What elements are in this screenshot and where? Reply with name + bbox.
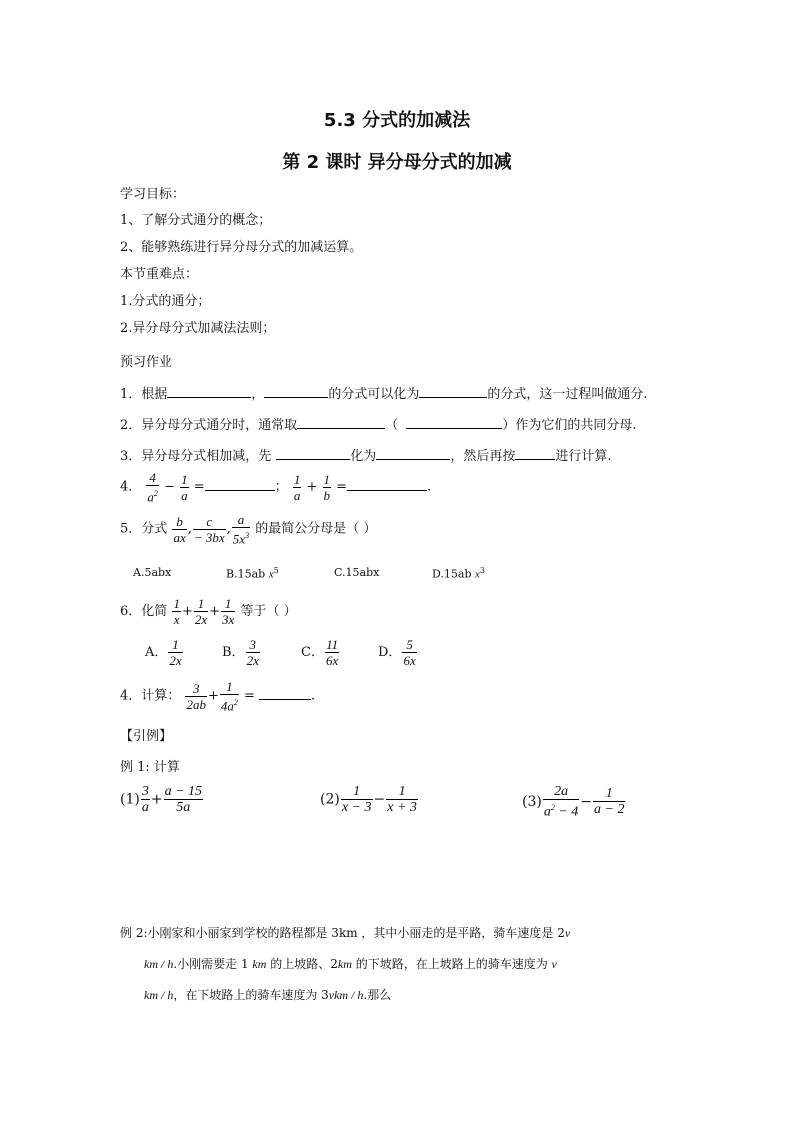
fraction xyxy=(543,784,579,820)
example-text: 的下坡路，在上坡路上的骑车速度为 xyxy=(351,957,552,971)
example-2-line-1 xyxy=(120,924,570,941)
numerator: 5 xyxy=(402,637,416,653)
denominator: a − 2 xyxy=(594,802,625,818)
question-text: ）作为它们的共同分母. xyxy=(502,418,637,433)
numerator: 1 xyxy=(220,679,239,695)
example-2-line-3 xyxy=(144,986,391,1003)
page-title: 5.3 分式的加减法 xyxy=(323,110,471,131)
option-c[interactable] xyxy=(334,566,379,579)
blank[interactable] xyxy=(167,385,251,398)
fraction xyxy=(172,596,181,627)
option-label: B． xyxy=(222,645,245,660)
numerator: 1 xyxy=(593,786,625,802)
operator: + xyxy=(150,791,163,808)
fraction xyxy=(194,596,208,627)
question-5 xyxy=(120,512,376,546)
exponent: 2 xyxy=(550,803,555,812)
key-point-item: 1.分式的通分； xyxy=(120,294,211,309)
fraction xyxy=(180,472,189,503)
numerator: 1 xyxy=(181,471,188,487)
denominator: a xyxy=(293,487,301,503)
exponent: 3 xyxy=(479,566,486,575)
operator: + xyxy=(181,604,193,619)
question-number: 4． xyxy=(120,479,142,495)
numerator: 4 xyxy=(146,470,159,486)
option-label: D.15ab xyxy=(432,567,476,581)
denominator: 2x xyxy=(194,612,208,627)
blank[interactable] xyxy=(276,447,350,460)
numerator: 2a xyxy=(543,784,579,800)
denominator: 5a xyxy=(176,800,191,815)
numerator: 3 xyxy=(141,784,149,799)
denominator: a xyxy=(141,800,149,815)
comma: , xyxy=(187,521,192,537)
blank[interactable] xyxy=(419,385,487,398)
question-number: 2． xyxy=(120,418,142,433)
numerator: 1 xyxy=(293,471,301,487)
question-2 xyxy=(120,414,636,433)
question-1 xyxy=(120,383,647,402)
question-text: 异分母分式相加减，先 xyxy=(141,449,272,464)
question-text: 的分式可以化为 xyxy=(328,387,420,402)
part-index: (3) xyxy=(522,793,542,810)
fraction xyxy=(185,681,207,712)
denominator: 2x xyxy=(246,653,259,668)
fraction xyxy=(402,637,416,668)
unit: km / h xyxy=(144,988,174,1002)
variable: v xyxy=(551,957,557,971)
examples-heading: 【引例】 xyxy=(120,729,173,744)
question-number: 6． xyxy=(120,604,142,619)
question-number: 1． xyxy=(120,387,142,402)
fraction xyxy=(193,514,226,545)
exponent: 5 xyxy=(273,566,279,575)
numerator: 3 xyxy=(185,681,207,697)
operator: + xyxy=(207,688,219,704)
numerator: 1 xyxy=(168,637,182,653)
operator: − xyxy=(373,791,386,808)
equals: = xyxy=(243,688,255,704)
fraction xyxy=(232,512,250,546)
example-text: .小刚需要走 1 xyxy=(173,957,253,971)
numerator: 1 xyxy=(341,784,373,800)
option-label: C.15abx xyxy=(334,566,380,579)
numerator: 1 xyxy=(221,596,235,612)
option-d[interactable] xyxy=(432,566,485,581)
numerator: 1 xyxy=(173,596,180,611)
denominator: 6x xyxy=(403,653,416,668)
equals: = xyxy=(193,479,205,495)
denominator: x − 3 xyxy=(341,800,372,815)
example-2-line-2 xyxy=(144,955,557,972)
question-text: 异分母分式通分时，通常取 xyxy=(141,418,298,433)
numerator: 1 xyxy=(323,471,330,487)
preview-heading: 预习作业 xyxy=(120,355,173,370)
exponent: 3 xyxy=(245,531,250,540)
period: . xyxy=(427,479,432,495)
operator: − xyxy=(580,793,593,810)
fraction xyxy=(220,679,239,713)
denominator: 4a xyxy=(220,698,234,714)
unit: km / h xyxy=(144,957,174,971)
blank[interactable] xyxy=(205,478,275,491)
unit: km xyxy=(337,957,352,971)
question-text: 等于（ ） xyxy=(240,604,297,619)
question-text: 的分式，这一过程叫做通分. xyxy=(487,387,648,402)
blank[interactable] xyxy=(406,416,502,429)
separator: ； xyxy=(274,479,288,495)
option-label: B.15ab xyxy=(226,567,269,581)
denominator: x + 3 xyxy=(387,800,417,815)
equals: = xyxy=(336,479,348,495)
fraction xyxy=(323,472,332,503)
fraction xyxy=(168,637,182,668)
question-text: 分式 xyxy=(141,521,168,537)
question-text: 计算： xyxy=(141,688,181,704)
numerator: c xyxy=(193,514,226,530)
question-3 xyxy=(120,445,611,464)
question-compute xyxy=(120,679,315,713)
option-c[interactable] xyxy=(301,637,340,668)
question-text: 根据 xyxy=(141,387,168,402)
question-number: 4． xyxy=(120,688,142,704)
question-number: 3． xyxy=(120,449,142,464)
objective-item: 1、了解分式通分的概念； xyxy=(120,213,272,228)
variable: v xyxy=(564,926,571,940)
denominator: 2ab xyxy=(186,696,206,712)
numerator: 1 xyxy=(386,784,418,800)
lesson-subtitle: 第 2 课时 异分母分式的加减 xyxy=(282,152,512,173)
option-b[interactable] xyxy=(226,566,279,581)
option-b[interactable] xyxy=(222,637,261,668)
option-label: A.5abx xyxy=(133,566,172,579)
option-label: D． xyxy=(378,645,402,660)
exponent: 2 xyxy=(153,489,158,498)
fraction xyxy=(172,514,186,545)
option-a[interactable] xyxy=(133,566,171,579)
part-index: (2) xyxy=(320,791,340,808)
numerator: 11 xyxy=(326,637,339,652)
example-1-part-3 xyxy=(522,784,626,820)
question-text: 进行计算. xyxy=(555,449,612,464)
key-point-item: 2.异分母分式加减法法则； xyxy=(120,321,276,336)
fraction xyxy=(386,784,418,815)
question-text: （ xyxy=(385,418,399,433)
numerator: a xyxy=(232,512,250,528)
operator: + xyxy=(209,604,221,619)
fraction xyxy=(341,784,373,815)
denominator: 2x xyxy=(169,653,182,668)
blank[interactable] xyxy=(347,478,427,491)
denominator: ax xyxy=(173,529,186,545)
option-a[interactable] xyxy=(145,637,184,668)
key-points-heading: 本节重难点： xyxy=(120,267,199,282)
denominator: 6x xyxy=(325,653,339,668)
question-text: 的最简公分母是（ ） xyxy=(255,521,377,537)
blank[interactable] xyxy=(259,687,311,700)
comma: , xyxy=(226,521,231,537)
option-label: A． xyxy=(145,645,168,660)
denominator: − 3bx xyxy=(193,529,225,545)
fraction xyxy=(293,472,302,503)
period: . xyxy=(311,688,316,704)
example-text: 的上坡路、2 xyxy=(266,957,338,971)
denominator-rest: − 4 xyxy=(554,804,579,820)
option-d[interactable] xyxy=(378,637,418,668)
fraction xyxy=(141,784,150,815)
question-text: ， xyxy=(251,387,265,402)
operator: + xyxy=(306,479,318,495)
question-text: ，然后再按 xyxy=(450,449,516,464)
operator: − xyxy=(164,479,175,495)
unit: km / h xyxy=(334,988,364,1002)
fraction xyxy=(164,784,203,815)
question-text: 化简 xyxy=(141,604,168,619)
variable: v xyxy=(328,988,335,1002)
example-text: .那么 xyxy=(363,988,392,1002)
blank[interactable] xyxy=(515,447,555,460)
unit: km xyxy=(252,957,267,971)
example-1-part-1 xyxy=(120,784,204,815)
denominator: a xyxy=(181,487,188,503)
objective-item: 2、能够熟练进行异分母分式的加减运算。 xyxy=(120,240,363,255)
example-1-part-2 xyxy=(320,784,419,815)
fraction xyxy=(593,786,625,817)
question-6 xyxy=(120,596,297,627)
numerator: b xyxy=(172,514,186,530)
example-1-label: 例 1: 计算 xyxy=(120,760,180,775)
variable: x xyxy=(475,568,480,581)
question-4 xyxy=(120,470,431,504)
numerator: 3 xyxy=(246,637,260,653)
option-label: C． xyxy=(301,645,324,660)
example-text: 例 2:小刚家和小丽家到学校的路程都是 3km ，其中小丽走的是平路，骑车速度是 2 xyxy=(120,926,565,940)
numerator: 1 xyxy=(194,596,208,612)
fraction xyxy=(325,637,339,668)
denominator: 5x xyxy=(232,531,246,547)
blank[interactable] xyxy=(297,416,385,429)
denominator: x xyxy=(173,612,180,627)
denominator: a xyxy=(147,489,154,505)
fraction xyxy=(146,470,159,504)
variable: x xyxy=(268,568,274,581)
blank[interactable] xyxy=(264,385,328,398)
denominator: a xyxy=(543,804,551,820)
fraction xyxy=(246,637,260,668)
numerator: a − 15 xyxy=(164,784,203,799)
question-number: 5． xyxy=(120,521,142,537)
question-text: 化为 xyxy=(350,449,377,464)
denominator: b xyxy=(323,487,330,503)
blank[interactable] xyxy=(376,447,450,460)
part-index: (1) xyxy=(120,791,140,808)
exponent: 2 xyxy=(233,698,238,707)
objectives-heading: 学习目标： xyxy=(120,187,186,202)
fraction xyxy=(221,596,235,627)
example-text: ，在下坡路上的骑车速度为 3 xyxy=(173,988,329,1002)
denominator: 3x xyxy=(222,612,235,627)
